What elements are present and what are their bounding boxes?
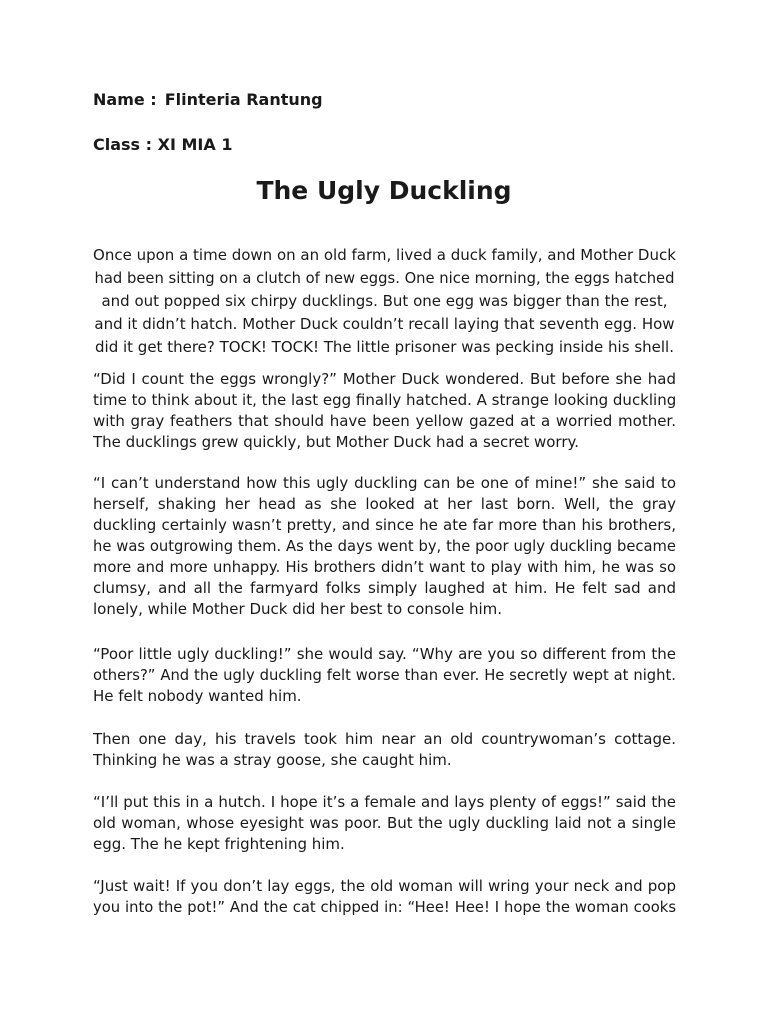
paragraph-line: egg. The he kept frightening him. bbox=[93, 835, 345, 853]
paragraph-line: “Did I count the eggs wrongly?” Mother Duck wondered. But before she had bbox=[93, 370, 676, 388]
intro-line: and it didn’t hatch. Mother Duck couldn’t recall laying that seventh egg. How bbox=[94, 315, 675, 333]
paragraph-line: “Just wait! If you don’t lay eggs, the old woman will wring your neck and pop bbox=[93, 877, 676, 895]
paragraph-line: clumsy, and all the farmyard folks simply laughed at him. He felt sad and bbox=[93, 579, 676, 597]
intro-line: had been sitting on a clutch of new eggs. One nice morning, the eggs hatched bbox=[94, 270, 675, 287]
paragraph-line: old woman, whose eyesight was poor. But the ugly duckling laid not a single bbox=[93, 814, 676, 832]
paragraph-line: he was outgrowing them. As the days went by, the poor ugly duckling became bbox=[93, 538, 676, 555]
paragraph-line: with gray feathers that should have been yellow gazed at a worried mother. bbox=[93, 412, 676, 430]
student-class: XI MIA 1 bbox=[157, 135, 233, 154]
paragraph-line: duckling certainly wasn’t pretty, and since he ate far more than his brothers, bbox=[93, 516, 676, 534]
story-paragraph-6 bbox=[93, 876, 676, 918]
story-paragraph-2 bbox=[93, 473, 676, 620]
class-label: Class : bbox=[93, 135, 153, 154]
paragraph-line: He felt nobody wanted him. bbox=[93, 687, 302, 705]
story-paragraph-3 bbox=[93, 644, 676, 707]
student-name-line bbox=[93, 90, 323, 109]
story-paragraph-5 bbox=[93, 792, 676, 855]
paragraph-line: time to think about it, the last egg finally hatched. A strange looking duckling bbox=[93, 391, 677, 409]
paragraph-line: “I can’t understand how this ugly duckling can be one of mine!” she said to bbox=[93, 474, 676, 492]
intro-paragraph bbox=[93, 244, 676, 359]
paragraph-line: Then one day, his travels took him near an old countrywoman’s cottage. bbox=[93, 730, 676, 748]
paragraph-line: “Poor little ugly duckling!” she would say. “Why are you so different from the bbox=[93, 645, 676, 663]
paragraph-line: herself, shaking her head as she looked at her last born. Well, the gray bbox=[93, 495, 676, 513]
intro-line: Once upon a time down on an old farm, lived a duck family, and Mother Duck bbox=[93, 246, 676, 264]
story-paragraph-1 bbox=[93, 369, 676, 453]
intro-line: did it get there? TOCK! TOCK! The little prisoner was pecking inside his shell. bbox=[95, 338, 674, 356]
student-class-line bbox=[93, 135, 232, 154]
paragraph-line: “I’ll put this in a hutch. I hope it’s a female and lays plenty of eggs!” said the bbox=[93, 793, 676, 811]
name-label: Name : bbox=[93, 90, 157, 109]
paragraph-line: you into the pot!” And the cat chipped in: “Hee! Hee! I hope the woman cooks bbox=[93, 899, 676, 916]
paragraph-line: Thinking he was a stray goose, she caught him. bbox=[93, 751, 452, 769]
student-name: Flinteria Rantung bbox=[164, 90, 323, 109]
story-paragraph-4 bbox=[93, 729, 676, 771]
paragraph-line: lonely, while Mother Duck did her best to console him. bbox=[93, 600, 503, 618]
story-title: The Ugly Duckling bbox=[256, 176, 512, 205]
paragraph-line: more and more unhappy. His brothers didn’t want to play with him, he was so bbox=[93, 559, 676, 576]
intro-line: and out popped six chirpy ducklings. But one egg was bigger than the rest, bbox=[101, 292, 668, 310]
paragraph-line: others?” And the ugly duckling felt worse than ever. He secretly wept at night. bbox=[93, 667, 676, 684]
paragraph-line: The ducklings grew quickly, but Mother Duck had a secret worry. bbox=[93, 433, 579, 451]
